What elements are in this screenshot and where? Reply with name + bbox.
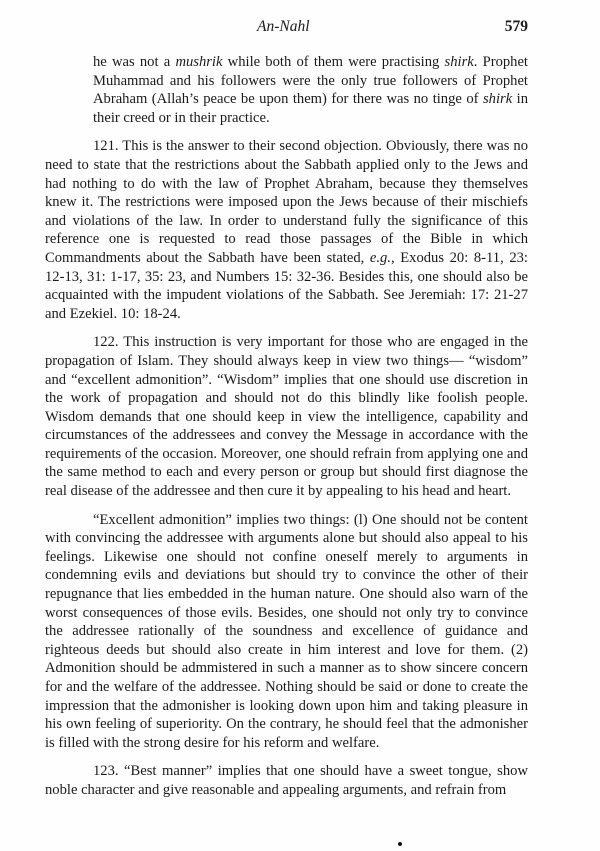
running-head [45, 18, 528, 40]
italic-term: mushrik [175, 54, 223, 70]
paragraph-note-123 [45, 762, 528, 799]
text-segment: 123. “Best manner” implies that one should have a sweet tongue, show noble character and give reasonable and appealing arguments, and refrain from [45, 763, 528, 798]
text-segment: he was not a [93, 54, 176, 70]
italic-term: shirk [444, 54, 474, 70]
text-segment: . Prophet Muhammad and his followers were the only true followers of Prophet Abraham (Allah’s peace be upon them) for there was no tinge of [93, 54, 528, 108]
italic-term: shirk [482, 91, 513, 108]
body-text [45, 53, 528, 810]
text-segment: 121. This is the answer to their second objection. Obviously, there was no need to state that the restrictions about the Sabbath applied only to the Jews and had nothing to do with the law of Prophet Abraham, because they themselves knew it. The restrictions were imposed upon the Jews because of their mischiefs and violations of the law. In order to understand fully the significance of this reference one is requested to read those passages of the Bible in which Commandments about the Sabbath have been stated, [45, 138, 528, 266]
text-segment: “Excellent admonition” implies two things: (l) One should not be content with convincing the addressee with arguments alone but should also appeal to his feelings. Likewise one should not confine oneself merely to arguments in condemning evils and deviations but should try to convince the other of their repugnance that lies embedded in the human nature. One should also warn of the worst consequences of those evils. Besides, one should not only try to convince the addressee rationally of the soundness and excellence of guidance and righteous deeds but should also create in him interest and love for them. (2) Admonition should be admmistered in such a manner as to show sincere concern for and the welfare of the addressee. Nothing should be said or done to create the impression that the admonisher is looking down upon him and taking pleasure in his own feeling of superiority. On the contrary, he should feel that the admonisher is filled with the strong desire for his reform and welfare. [45, 511, 528, 751]
italic-term: e.g. [369, 249, 391, 266]
page-number: 579 [504, 18, 528, 35]
paragraph-note-121 [45, 137, 528, 323]
running-title: An-Nahl [257, 18, 310, 35]
paragraph-continuation [93, 53, 528, 127]
scan-speck [398, 842, 402, 846]
paragraph-note-122 [45, 333, 528, 500]
text-segment: , Exodus 20: 8-11, 23: 12-13, 31: 1-17, 35: 23, and Numbers 15: 32-36. Besides this, one should also be acquainted with the impudent violations of the Sabbath. See Jeremiah: 17: 21-27 and Ezekiel. 10: 18-24. [45, 249, 528, 322]
text-segment: 122. This instruction is very important for those who are engaged in the propagation of Islam. They should always keep in view two things— “wisdom” and “excellent admonition”. “Wisdom” implies that one should use discretion in the work of propagation and should not do this blindly like foolish people. Wisdom demands that one should keep in view the intelligence, capability and circumstances of the addressees and convey the Message in accordance with the requirements of the occasion. Moreover, one should refrain from applying one and the same method to each and every person or group but should first diagnose the real disease of the addressee and then cure it by appealing to his head and heart. [45, 334, 528, 500]
text-segment: while both of them were practising [222, 54, 445, 70]
paragraph-excellent-admonition [45, 511, 528, 753]
text-segment: in their creed or in their practice. [93, 91, 528, 126]
